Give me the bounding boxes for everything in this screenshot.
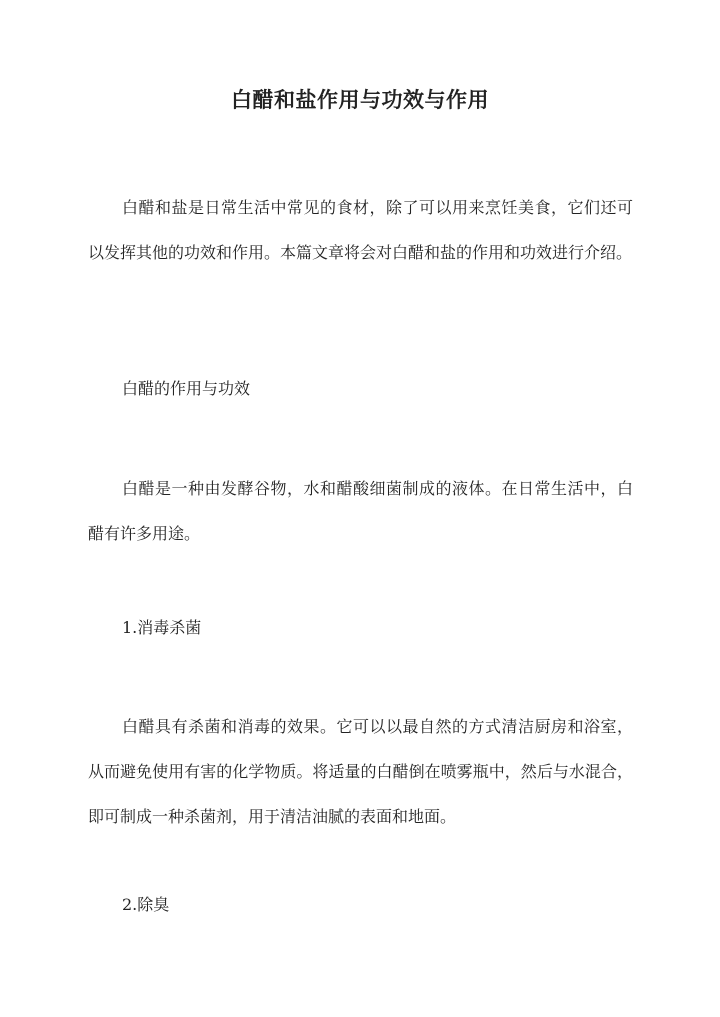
document-title: 白醋和盐作用与功效与作用 <box>231 87 489 112</box>
disinfect-paragraph: 白醋具有杀菌和消毒的效果。它可以以最自然的方式清洁厨房和浴室，从而避免使用有害的化学物质。将适量的白醋倒在喷雾瓶中，然后与水混合，即可制成一种杀菌剂，用于清洁油腻的表面和地面。 <box>88 717 633 826</box>
section-heading-vinegar: 白醋的作用与功效 <box>122 379 251 398</box>
item-heading-disinfect: 1.消毒杀菌 <box>122 618 202 637</box>
item-heading-deodorize: 2.除臭 <box>122 895 170 914</box>
intro-paragraph: 白醋和盐是日常生活中常见的食材，除了可以用来烹饪美食，它们还可以发挥其他的功效和作用。本篇文章将会对白醋和盐的作用和功效进行介绍。 <box>88 198 633 262</box>
vinegar-intro-paragraph: 白醋是一种由发酵谷物，水和醋酸细菌制成的液体。在日常生活中，白醋有许多用途。 <box>88 479 633 543</box>
